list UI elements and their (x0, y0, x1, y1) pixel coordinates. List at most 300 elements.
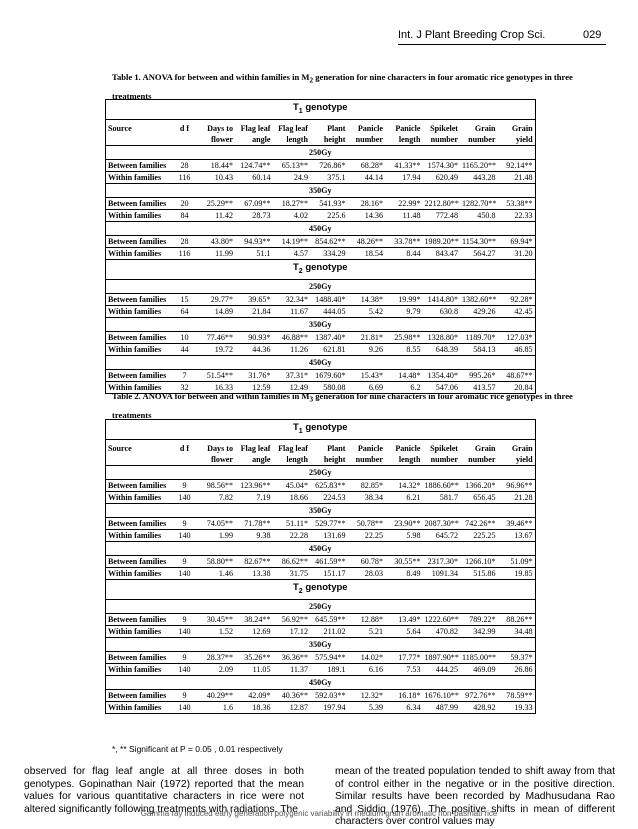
value-cell: 59.37* (498, 651, 536, 663)
value-cell: 584.13 (460, 343, 498, 355)
column-header: Flag leaf length (273, 439, 311, 465)
column-header: Grain number (460, 439, 498, 465)
value-cell: 7.19 (235, 491, 273, 503)
df-cell: 84 (172, 209, 198, 221)
value-cell: 625.83** (310, 479, 348, 491)
value-cell: 789.22* (460, 613, 498, 625)
source-cell: Within families (106, 247, 172, 259)
value-cell: 1.46 (198, 567, 236, 579)
value-cell: 22.25 (348, 529, 386, 541)
value-cell: 469.09 (460, 663, 498, 675)
value-cell: 630.8 (423, 305, 461, 317)
value-cell: 225.6 (310, 209, 348, 221)
value-cell: 11.05 (235, 663, 273, 675)
value-cell: 1414.80* (423, 293, 461, 305)
source-cell: Between families (106, 613, 172, 625)
table-row (106, 613, 536, 625)
value-cell: 1676.10** (424, 690, 459, 700)
value-cell: 44.14 (348, 171, 386, 183)
value-cell: 60.78* (348, 555, 386, 567)
dose-row (106, 317, 536, 331)
column-header: Plant height (310, 119, 348, 145)
value-cell: 7.82 (198, 491, 236, 503)
dose-label: 450Gy (106, 355, 536, 369)
dose-row (106, 541, 536, 555)
value-cell: 18.27** (273, 197, 311, 209)
value-cell: 50.78** (348, 517, 386, 529)
source-cell: Within families (106, 343, 172, 355)
value-cell: 12.69 (235, 625, 273, 637)
value-cell: 46.85 (498, 343, 536, 355)
df-cell: 9 (172, 651, 198, 663)
value-cell: 28.37** (198, 651, 236, 663)
value-cell: 14.38* (348, 293, 386, 305)
column-header: d f (172, 439, 198, 465)
value-cell: 1282.70** (462, 198, 497, 208)
value-cell: 30.45** (198, 613, 236, 625)
value-cell: 32.34* (273, 293, 311, 305)
genotype-label: $T_2$ genotype (106, 579, 536, 599)
value-cell: 96.96** (498, 479, 536, 491)
value-cell: 413.57 (460, 381, 498, 393)
value-cell: 515.86 (460, 567, 498, 579)
value-cell: 1989.20** (424, 236, 459, 246)
value-cell: 17.12 (273, 625, 311, 637)
column-header: Grain number (460, 119, 498, 145)
df-cell: 140 (172, 663, 198, 675)
table-row (106, 197, 536, 209)
dose-row (106, 279, 536, 293)
value-cell: 2212.80** (424, 198, 459, 208)
df-cell: 116 (172, 171, 198, 183)
value-cell: 772.48 (423, 209, 461, 221)
value-cell: 26.86 (498, 663, 536, 675)
value-cell: 45.04* (273, 479, 311, 491)
table-row (106, 209, 536, 221)
value-cell: 4.57 (273, 247, 311, 259)
source-cell: Between families (106, 235, 172, 247)
value-cell: 35.26** (235, 651, 273, 663)
dose-row (106, 637, 536, 651)
value-cell: 648.39 (423, 343, 461, 355)
value-cell: 9.79 (385, 305, 423, 317)
value-cell: 429.26 (460, 305, 498, 317)
source-cell: Between families (106, 689, 172, 701)
value-cell: 1.99 (198, 529, 236, 541)
source-cell: Between families (106, 369, 172, 381)
value-cell: 444.25 (423, 663, 461, 675)
table-row (106, 343, 536, 355)
value-cell: 461.59** (310, 555, 348, 567)
genotype-group-row (106, 259, 536, 279)
page-footer: Gamma ray induced early generation polygenic variability in medium grain aromatic non-basmati rice (140, 809, 498, 818)
value-cell: 88.26** (498, 613, 536, 625)
source-cell: Within families (106, 625, 172, 637)
source-cell: Within families (106, 701, 172, 713)
source-cell: Within families (106, 171, 172, 183)
value-cell: 20.84 (498, 381, 536, 393)
value-cell: 16.33 (198, 381, 236, 393)
value-cell: 21.48 (498, 171, 536, 183)
df-cell: 64 (172, 305, 198, 317)
table-row (106, 529, 536, 541)
df-cell: 20 (172, 197, 198, 209)
value-cell: 24.9 (273, 171, 311, 183)
table-row (106, 663, 536, 675)
value-cell: 9.26 (348, 343, 386, 355)
source-cell: Between families (106, 331, 172, 343)
df-cell: 28 (172, 159, 198, 171)
value-cell: 33.78** (385, 235, 423, 247)
table-row (106, 171, 536, 183)
table2-caption-text: Table 2. ANOVA for between and within families in M (112, 391, 310, 401)
column-header: Panicle number (348, 439, 386, 465)
column-header: Source (106, 119, 172, 145)
dose-label: 450Gy (106, 675, 536, 689)
value-cell: 14.02* (348, 651, 386, 663)
dose-label: 250Gy (106, 279, 536, 293)
source-cell: Within families (106, 663, 172, 675)
value-cell: 1886.60** (424, 480, 459, 490)
value-cell: 541.93* (310, 197, 348, 209)
df-cell: 10 (172, 331, 198, 343)
value-cell: 14.19** (273, 235, 311, 247)
value-cell: 25.29** (198, 197, 236, 209)
source-cell: Within families (106, 529, 172, 541)
value-cell: 48.67** (498, 369, 536, 381)
table1-caption-sub: 2 (309, 76, 314, 85)
value-cell: 5.21 (348, 625, 386, 637)
value-cell: 1165.20** (462, 160, 497, 170)
df-cell: 9 (172, 479, 198, 491)
value-cell: 1185.00** (462, 652, 497, 662)
genotype-label: $T_1$ genotype (106, 420, 536, 440)
source-cell: Within families (106, 305, 172, 317)
value-cell: 620.49 (423, 171, 461, 183)
column-header-row (106, 119, 536, 145)
value-cell: 1387.40* (310, 331, 348, 343)
value-cell: 31.20 (498, 247, 536, 259)
value-cell: 1897.90** (424, 652, 459, 662)
value-cell: 17.94 (385, 171, 423, 183)
value-cell: 127.03* (498, 331, 536, 343)
body-text-left: observed for flag leaf angle at all three doses in both genotypes. Gopinathan Nair (1972) reported that the mean values for various quantitative characters in rice were not altered significantly following treatments with radiations. The (24, 766, 304, 815)
df-cell: 9 (172, 517, 198, 529)
value-cell: 82.67** (235, 555, 273, 567)
page-header (0, 0, 638, 44)
value-cell: 645.59** (310, 613, 348, 625)
table2-caption (112, 389, 582, 423)
value-cell: 656.45 (460, 491, 498, 503)
source-cell: Between families (106, 293, 172, 305)
value-cell: 60.14 (235, 171, 273, 183)
value-cell: 580.08 (310, 381, 348, 393)
genotype-group-row (106, 420, 536, 440)
table-row (106, 235, 536, 247)
column-header: Spikelet number (423, 119, 461, 145)
value-cell: 6.34 (385, 701, 423, 713)
column-header: Panicle length (385, 119, 423, 145)
value-cell: 1154.30** (462, 236, 497, 246)
value-cell: 38.24** (235, 613, 273, 625)
value-cell: 29.77* (198, 293, 236, 305)
value-cell: 18.36 (235, 701, 273, 713)
value-cell: 1366.20* (460, 479, 498, 491)
value-cell: 995.26* (460, 369, 498, 381)
value-cell: 51.1 (235, 247, 273, 259)
df-cell: 140 (172, 701, 198, 713)
df-cell: 15 (172, 293, 198, 305)
table-row (106, 517, 536, 529)
source-cell: Between families (106, 555, 172, 567)
value-cell: 2.09 (198, 663, 236, 675)
value-cell: 22.28 (273, 529, 311, 541)
value-cell: 41.33** (385, 159, 423, 171)
value-cell: 86.62** (273, 555, 311, 567)
value-cell: 36.36** (273, 651, 311, 663)
value-cell: 843.47 (423, 247, 461, 259)
column-header: Flag leaf angle (235, 119, 273, 145)
dose-label: 450Gy (106, 541, 536, 555)
value-cell: 2317.30* (423, 555, 461, 567)
table1-caption-text-2: generation for nine characters in four aromatic rice genotypes in three treatments (112, 72, 573, 101)
source-cell: Between families (106, 159, 172, 171)
value-cell: 726.86* (310, 159, 348, 171)
table2-anova (105, 419, 536, 714)
value-cell: 8.49 (385, 567, 423, 579)
value-cell: 19.85 (498, 567, 536, 579)
table-row (106, 651, 536, 663)
value-cell: 14.89 (198, 305, 236, 317)
value-cell: 645.72 (423, 529, 461, 541)
value-cell: 94.93** (235, 235, 273, 247)
column-header: Grain yield (498, 119, 536, 145)
table-row (106, 701, 536, 713)
value-cell: 21.28 (498, 491, 536, 503)
value-cell: 11.37 (273, 663, 311, 675)
journal-name: Int. J Plant Breeding Crop Sci. (398, 29, 546, 41)
value-cell: 450.8 (460, 209, 498, 221)
df-cell: 28 (172, 235, 198, 247)
value-cell: 1382.60** (462, 294, 497, 304)
dose-label: 250Gy (106, 599, 536, 613)
genotype-label: $T_1$ genotype (106, 100, 536, 120)
value-cell: 92.28* (498, 293, 536, 305)
df-cell: 140 (172, 529, 198, 541)
table-row (106, 331, 536, 343)
genotype-label: $T_2$ genotype (106, 259, 536, 279)
table-row (106, 369, 536, 381)
value-cell: 40.29** (198, 689, 236, 701)
table-row (106, 247, 536, 259)
value-cell: 6.16 (348, 663, 386, 675)
value-cell: 189.1 (310, 663, 348, 675)
value-cell: 581.7 (423, 491, 461, 503)
df-cell: 9 (172, 555, 198, 567)
value-cell: 1.52 (198, 625, 236, 637)
value-cell: 51.11* (273, 517, 311, 529)
value-cell: 77.46** (198, 331, 236, 343)
df-cell: 9 (172, 689, 198, 701)
value-cell: 82.85* (348, 479, 386, 491)
source-cell: Between families (106, 197, 172, 209)
dose-row (106, 183, 536, 197)
value-cell: 51.09* (498, 555, 536, 567)
value-cell: 13.38 (235, 567, 273, 579)
value-cell: 123.96** (235, 479, 273, 491)
dose-row (106, 355, 536, 369)
value-cell: 19.99* (385, 293, 423, 305)
value-cell: 342.99 (460, 625, 498, 637)
value-cell: 11.67 (273, 305, 311, 317)
value-cell: 11.42 (198, 209, 236, 221)
value-cell: 11.48 (385, 209, 423, 221)
value-cell: 30.55** (385, 555, 423, 567)
value-cell: 11.26 (273, 343, 311, 355)
table2-caption-text-2: generation for nine characters in four aromatic rice genotypes in three treatments (112, 391, 573, 420)
df-cell: 140 (172, 625, 198, 637)
df-cell: 140 (172, 491, 198, 503)
value-cell: 2087.30** (424, 518, 459, 528)
value-cell: 48.26** (348, 235, 386, 247)
value-cell: 22.99* (385, 197, 423, 209)
value-cell: 28.03 (348, 567, 386, 579)
value-cell: 67.09** (235, 197, 273, 209)
value-cell: 25.98** (385, 331, 423, 343)
value-cell: 621.81 (310, 343, 348, 355)
page-number: 029 (583, 29, 602, 41)
dose-row (106, 503, 536, 517)
source-cell: Within families (106, 381, 172, 393)
value-cell: 12.59 (235, 381, 273, 393)
value-cell: 1091.34 (423, 567, 461, 579)
value-cell: 8.55 (385, 343, 423, 355)
value-cell: 131.69 (310, 529, 348, 541)
value-cell: 224.53 (310, 491, 348, 503)
column-header: Days to flower (198, 439, 236, 465)
value-cell: 21.84 (235, 305, 273, 317)
dose-label: 250Gy (106, 145, 536, 159)
source-cell: Between families (106, 651, 172, 663)
value-cell: 19.72 (198, 343, 236, 355)
df-cell: 9 (172, 613, 198, 625)
value-cell: 1354.40* (423, 369, 461, 381)
value-cell: 470.82 (423, 625, 461, 637)
value-cell: 58.80** (198, 555, 236, 567)
value-cell: 78.59** (498, 689, 536, 701)
value-cell: 71.78** (235, 517, 273, 529)
significance-footnote: *, ** Significant at P = 0.05 , 0.01 respectively (112, 744, 283, 754)
value-cell: 444.05 (310, 305, 348, 317)
value-cell: 39.46** (498, 517, 536, 529)
value-cell: 51.54** (198, 369, 236, 381)
value-cell: 14.36 (348, 209, 386, 221)
value-cell: 5.42 (348, 305, 386, 317)
value-cell: 14.32* (385, 479, 423, 491)
value-cell: 211.02 (310, 625, 348, 637)
table2-caption-sub: 3 (309, 395, 314, 404)
value-cell: 564.27 (460, 247, 498, 259)
value-cell: 98.56** (198, 479, 236, 491)
df-cell: 140 (172, 567, 198, 579)
source-cell: Between families (106, 517, 172, 529)
value-cell: 38.34 (348, 491, 386, 503)
table-row (106, 567, 536, 579)
value-cell: 6.69 (348, 381, 386, 393)
value-cell: 124.74** (235, 159, 273, 171)
value-cell: 43.80* (198, 235, 236, 247)
value-cell: 19.33 (498, 701, 536, 713)
value-cell: 10.43 (198, 171, 236, 183)
value-cell: 42.09* (235, 689, 273, 701)
value-cell: 14.48* (385, 369, 423, 381)
value-cell: 42.45 (498, 305, 536, 317)
value-cell: 375.1 (310, 171, 348, 183)
value-cell: 92.14** (498, 159, 536, 171)
value-cell: 31.75 (273, 567, 311, 579)
value-cell: 1488.40* (310, 293, 348, 305)
value-cell: 428.92 (460, 701, 498, 713)
column-header: Flag leaf length (273, 119, 311, 145)
value-cell: 13.67 (498, 529, 536, 541)
dose-row (106, 599, 536, 613)
value-cell: 7.53 (385, 663, 423, 675)
value-cell: 46.88** (273, 331, 311, 343)
value-cell: 31.76* (235, 369, 273, 381)
value-cell: 23.90** (385, 517, 423, 529)
column-header-row (106, 439, 536, 465)
value-cell: 5.39 (348, 701, 386, 713)
table-row (106, 555, 536, 567)
table-row (106, 491, 536, 503)
table-row (106, 293, 536, 305)
value-cell: 69.94* (498, 235, 536, 247)
value-cell: 5.64 (385, 625, 423, 637)
source-cell: Between families (106, 479, 172, 491)
value-cell: 74.05** (198, 517, 236, 529)
value-cell: 225.25 (460, 529, 498, 541)
table-row (106, 305, 536, 317)
value-cell: 12.49 (273, 381, 311, 393)
value-cell: 972.76** (460, 689, 498, 701)
value-cell: 487.99 (423, 701, 461, 713)
table-row (106, 479, 536, 491)
df-cell: 116 (172, 247, 198, 259)
dose-row (106, 145, 536, 159)
dose-row (106, 465, 536, 479)
dose-row (106, 675, 536, 689)
value-cell: 742.26** (460, 517, 498, 529)
df-cell: 7 (172, 369, 198, 381)
value-cell: 6.2 (385, 381, 423, 393)
value-cell: 56.92** (273, 613, 311, 625)
value-cell: 1266.10* (460, 555, 498, 567)
value-cell: 1574.30* (423, 159, 461, 171)
table-row (106, 689, 536, 701)
dose-label: 350Gy (106, 183, 536, 197)
value-cell: 1328.80* (423, 331, 461, 343)
dose-label: 250Gy (106, 465, 536, 479)
df-cell: 32 (172, 381, 198, 393)
source-cell: Within families (106, 491, 172, 503)
value-cell: 12.88* (348, 613, 386, 625)
value-cell: 1.6 (198, 701, 236, 713)
df-cell: 44 (172, 343, 198, 355)
column-header: Plant height (310, 439, 348, 465)
value-cell: 13.49* (385, 613, 423, 625)
value-cell: 16.18* (385, 689, 423, 701)
value-cell: 44.36 (235, 343, 273, 355)
